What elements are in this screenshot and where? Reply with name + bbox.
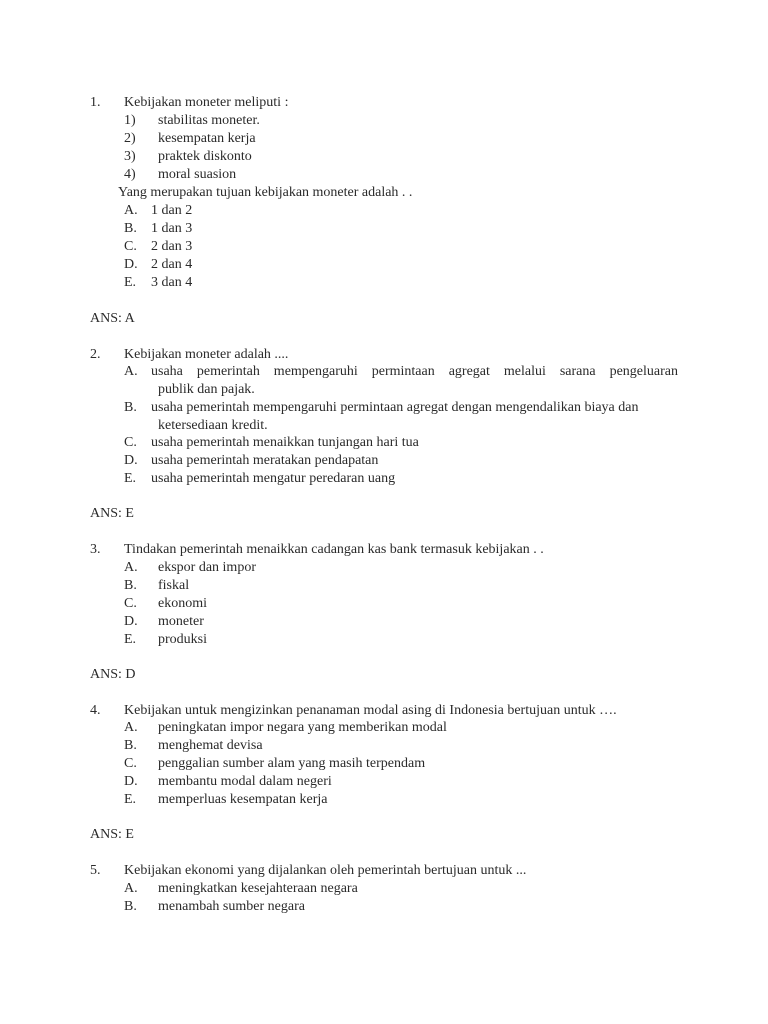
option-text: 1 dan 3	[151, 221, 193, 236]
question-number: 1.	[90, 95, 101, 110]
question-sub-stem: Yang merupakan tujuan kebijakan moneter adalah . .	[118, 185, 413, 200]
option-text: fiskal	[158, 578, 190, 593]
question-stem: Kebijakan untuk mengizinkan penanaman modal asing di Indonesia bertujuan untuk ….	[124, 703, 617, 718]
question-stem: Kebijakan moneter meliputi :	[124, 95, 289, 110]
question-number: 2.	[90, 347, 101, 362]
option-letter: E.	[124, 275, 137, 290]
option-letter: B.	[124, 221, 137, 236]
option-text: usaha pemerintah menaikkan tunjangan hari tua	[151, 435, 419, 450]
option-letter: E.	[124, 471, 137, 486]
statement-text: moral suasion	[158, 167, 237, 182]
option-letter: B.	[124, 400, 137, 415]
option-letter: B.	[124, 899, 137, 914]
question-number: 5.	[90, 863, 101, 878]
question-stem: Kebijakan moneter adalah ....	[124, 347, 289, 362]
option-letter: A.	[124, 364, 138, 379]
answer-key: ANS: E	[90, 827, 134, 842]
statement-number: 1)	[124, 113, 136, 128]
option-letter: C.	[124, 435, 137, 450]
statement-text: stabilitas moneter.	[158, 113, 260, 128]
question-number: 3.	[90, 542, 101, 557]
option-letter: B.	[124, 738, 137, 753]
option-letter: A.	[124, 203, 138, 218]
option-text: usaha pemerintah mengatur peredaran uang	[151, 471, 396, 486]
statement-text: kesempatan kerja	[158, 131, 256, 146]
option-text: usaha pemerintah meratakan pendapatan	[151, 453, 379, 468]
statement-number: 4)	[124, 167, 136, 182]
option-letter: D.	[124, 774, 138, 789]
option-letter: D.	[124, 257, 138, 272]
option-text: 1 dan 2	[151, 203, 193, 218]
question-stem: Kebijakan ekonomi yang dijalankan oleh pemerintah bertujuan untuk ...	[124, 863, 527, 878]
option-text: menambah sumber negara	[158, 899, 305, 914]
question-number: 4.	[90, 703, 101, 718]
answer-key: ANS: A	[90, 311, 135, 326]
option-letter: C.	[124, 239, 137, 254]
option-text: usaha pemerintah mempengaruhi permintaan agregat melalui sarana pengeluaran	[151, 364, 678, 379]
option-text: 2 dan 4	[151, 257, 193, 272]
option-letter: A.	[124, 881, 138, 896]
option-text: produksi	[158, 632, 207, 647]
option-letter: C.	[124, 596, 137, 611]
option-text: meningkatkan kesejahteraan negara	[158, 881, 358, 896]
option-letter: C.	[124, 756, 137, 771]
option-text-continued: publik dan pajak.	[158, 382, 255, 397]
option-text: 2 dan 3	[151, 239, 193, 254]
option-text: moneter	[158, 614, 204, 629]
option-letter: E.	[124, 792, 137, 807]
option-text: penggalian sumber alam yang masih terpendam	[158, 756, 426, 771]
option-text: peningkatan impor negara yang memberikan modal	[158, 720, 447, 735]
option-text-continued: ketersediaan kredit.	[158, 418, 268, 433]
option-letter: A.	[124, 720, 138, 735]
statement-number: 2)	[124, 131, 136, 146]
option-text: menghemat devisa	[158, 738, 263, 753]
option-letter: D.	[124, 614, 138, 629]
option-letter: E.	[124, 632, 137, 647]
option-text: memperluas kesempatan kerja	[158, 792, 328, 807]
statement-text: praktek diskonto	[158, 149, 252, 164]
option-text: 3 dan 4	[151, 275, 193, 290]
answer-key: ANS: E	[90, 506, 134, 521]
option-text: membantu modal dalam negeri	[158, 774, 332, 789]
statement-number: 3)	[124, 149, 136, 164]
option-text: ekonomi	[158, 596, 207, 611]
option-letter: A.	[124, 560, 138, 575]
question-stem: Tindakan pemerintah menaikkan cadangan kas bank termasuk kebijakan . .	[124, 542, 544, 557]
option-letter: B.	[124, 578, 137, 593]
option-text: ekspor dan impor	[158, 560, 256, 575]
option-text: usaha pemerintah mempengaruhi permintaan agregat dengan mengendalikan biaya dan	[151, 400, 639, 415]
answer-key: ANS: D	[90, 667, 136, 682]
option-letter: D.	[124, 453, 138, 468]
